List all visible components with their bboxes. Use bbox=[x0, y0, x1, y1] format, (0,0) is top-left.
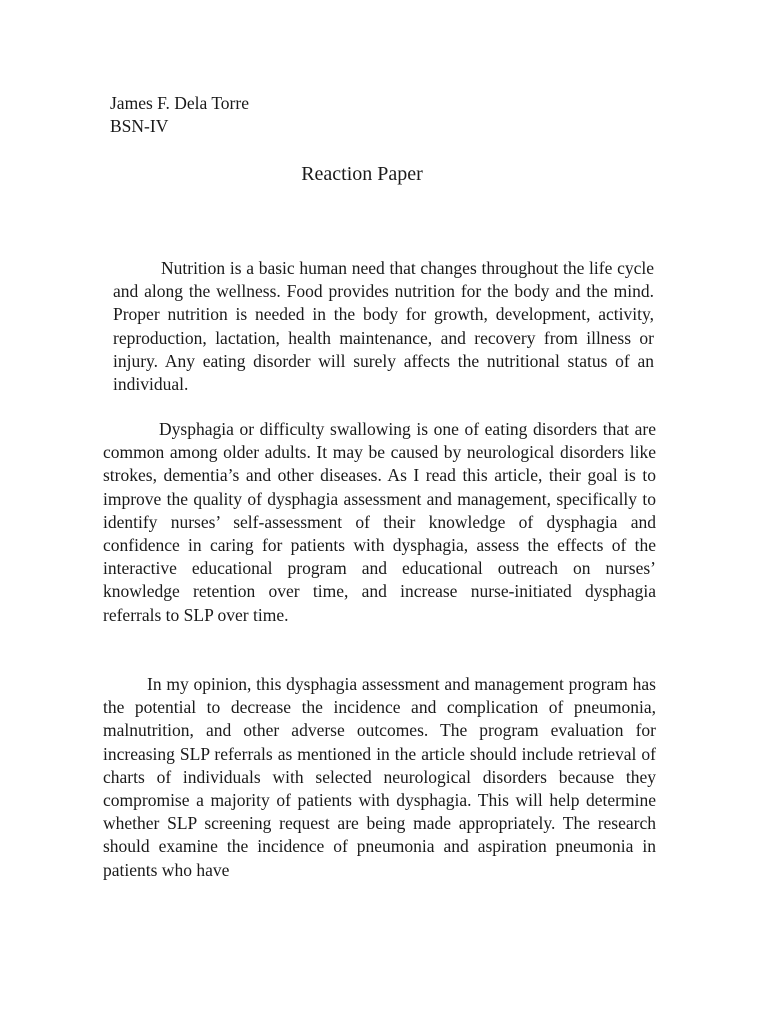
author-header bbox=[110, 92, 249, 138]
course-label: BSN-IV bbox=[110, 116, 169, 136]
author-name: James F. Dela Torre bbox=[110, 93, 249, 113]
paragraph-opinion: In my opinion, this dysphagia assessment and management program has the potential to decrease the incidence and complication of pneumonia, malnutrition, and other adverse outcomes. The program evaluation for increasing SLP referrals as mentioned in the article should include retrieval of charts of individuals with selected neurological disorders because they compromise a majority of patients with dysphagia. This will help determine whether SLP screening request are being made appropriately. The research should examine the incidence of pneumonia and aspiration pneumonia in patients who have bbox=[103, 674, 656, 880]
page-title: Reaction Paper bbox=[301, 163, 423, 185]
paragraph-nutrition: Nutrition is a basic human need that changes throughout the life cycle and along the wellness. Food provides nutrition for the body and the mind. Proper nutrition is needed in the body for growth, development, activity, reproduction, lactation, health maintenance, and recovery from illness or injury. Any eating disorder will surely affects the nutritional status of an individual. bbox=[113, 258, 654, 395]
paragraph-dysphagia: Dysphagia or difficulty swallowing is one of eating disorders that are common among older adults. It may be caused by neurological disorders like strokes, dementia’s and other diseases. As I read this article, their goal is to improve the quality of dysphagia assessment and management, specifically to identify nurses’ self-assessment of their knowledge of dysphagia and confidence in caring for patients with dysphagia, assess the effects of the interactive educational program and educational outreach on nurses’ knowledge retention over time, and increase nurse-initiated dysphagia referrals to SLP over time. bbox=[103, 419, 656, 625]
